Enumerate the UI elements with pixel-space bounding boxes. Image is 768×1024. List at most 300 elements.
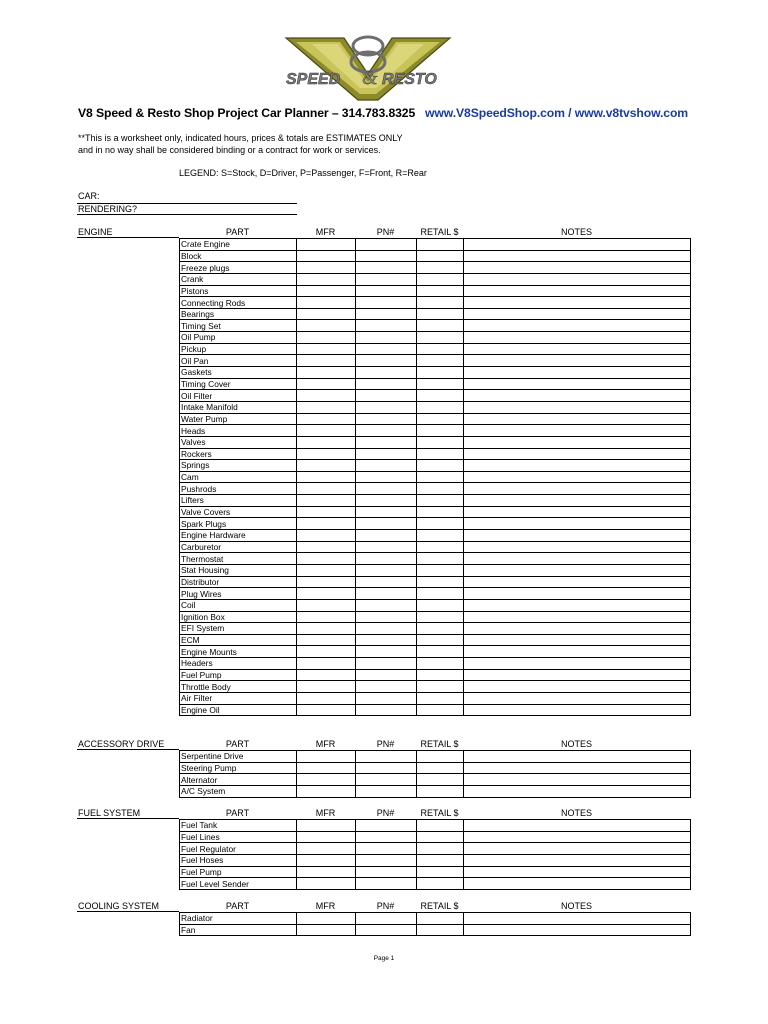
notes-cell[interactable] — [464, 285, 691, 297]
pn-cell[interactable] — [356, 623, 417, 635]
column-header-part: PART — [225, 808, 250, 818]
table-row — [180, 704, 691, 716]
notes-cell[interactable] — [464, 924, 691, 936]
retail-cell[interactable] — [417, 774, 464, 786]
mfr-cell[interactable] — [297, 250, 356, 262]
table-row — [180, 518, 691, 530]
notes-cell[interactable] — [464, 913, 691, 925]
retail-cell[interactable] — [417, 646, 464, 658]
pn-cell[interactable] — [356, 854, 417, 866]
retail-cell[interactable] — [417, 924, 464, 936]
notes-cell[interactable] — [464, 553, 691, 565]
retail-cell[interactable] — [417, 401, 464, 413]
mfr-cell[interactable] — [297, 599, 356, 611]
retail-cell[interactable] — [417, 332, 464, 344]
notes-cell[interactable] — [464, 448, 691, 460]
pn-cell[interactable] — [356, 506, 417, 518]
table-row — [180, 623, 691, 635]
retail-cell[interactable] — [417, 843, 464, 855]
notes-cell[interactable] — [464, 541, 691, 553]
notes-cell[interactable] — [464, 634, 691, 646]
table-row — [180, 924, 691, 936]
pn-cell[interactable] — [356, 878, 417, 890]
pn-cell[interactable] — [356, 831, 417, 843]
mfr-cell[interactable] — [297, 762, 356, 774]
retail-cell[interactable] — [417, 831, 464, 843]
notes-cell[interactable] — [464, 413, 691, 425]
pn-cell[interactable] — [356, 401, 417, 413]
retail-cell[interactable] — [417, 564, 464, 576]
part-cell: Oil Pump — [180, 332, 297, 344]
notes-cell[interactable] — [464, 436, 691, 448]
notes-cell[interactable] — [464, 367, 691, 379]
mfr-cell[interactable] — [297, 681, 356, 693]
retail-cell[interactable] — [417, 343, 464, 355]
retail-cell[interactable] — [417, 553, 464, 565]
retail-cell[interactable] — [417, 854, 464, 866]
retail-cell[interactable] — [417, 751, 464, 763]
mfr-cell[interactable] — [297, 658, 356, 670]
notes-cell[interactable] — [464, 774, 691, 786]
mfr-cell[interactable] — [297, 239, 356, 251]
notes-cell[interactable] — [464, 343, 691, 355]
retail-cell[interactable] — [417, 495, 464, 507]
pn-cell[interactable] — [356, 332, 417, 344]
retail-cell[interactable] — [417, 866, 464, 878]
pn-cell[interactable] — [356, 471, 417, 483]
retail-cell[interactable] — [417, 436, 464, 448]
notes-cell[interactable] — [464, 704, 691, 716]
mfr-cell[interactable] — [297, 506, 356, 518]
retail-cell[interactable] — [417, 576, 464, 588]
mfr-cell[interactable] — [297, 924, 356, 936]
part-cell: Oil Filter — [180, 390, 297, 402]
notes-cell[interactable] — [464, 599, 691, 611]
retail-cell[interactable] — [417, 239, 464, 251]
part-cell: Headers — [180, 658, 297, 670]
pn-cell[interactable] — [356, 669, 417, 681]
pn-cell[interactable] — [356, 448, 417, 460]
notes-cell[interactable] — [464, 425, 691, 437]
notes-cell[interactable] — [464, 530, 691, 542]
retail-cell[interactable] — [417, 692, 464, 704]
table-row — [180, 611, 691, 623]
part-cell: Serpentine Drive — [180, 751, 297, 763]
table-row — [180, 541, 691, 553]
mfr-cell[interactable] — [297, 390, 356, 402]
notes-cell[interactable] — [464, 751, 691, 763]
mfr-cell[interactable] — [297, 436, 356, 448]
notes-cell[interactable] — [464, 262, 691, 274]
retail-cell[interactable] — [417, 378, 464, 390]
pn-cell[interactable] — [356, 658, 417, 670]
mfr-cell[interactable] — [297, 785, 356, 797]
retail-cell[interactable] — [417, 530, 464, 542]
mfr-cell[interactable] — [297, 413, 356, 425]
retail-cell[interactable] — [417, 262, 464, 274]
notes-cell[interactable] — [464, 762, 691, 774]
column-header-retail: RETAIL $ — [420, 901, 459, 911]
retail-cell[interactable] — [417, 634, 464, 646]
retail-cell[interactable] — [417, 704, 464, 716]
notes-cell[interactable] — [464, 658, 691, 670]
retail-cell[interactable] — [417, 658, 464, 670]
part-cell: Intake Manifold — [180, 401, 297, 413]
table-row — [180, 762, 691, 774]
notes-cell[interactable] — [464, 785, 691, 797]
part-cell: Thermostat — [180, 553, 297, 565]
retail-cell[interactable] — [417, 250, 464, 262]
notes-cell[interactable] — [464, 390, 691, 402]
pn-cell[interactable] — [356, 541, 417, 553]
notes-cell[interactable] — [464, 273, 691, 285]
table-row — [180, 599, 691, 611]
part-cell: Timing Cover — [180, 378, 297, 390]
column-header-pn: PN# — [376, 901, 395, 911]
notes-cell[interactable] — [464, 460, 691, 472]
pn-cell[interactable] — [356, 704, 417, 716]
column-header-mfr: MFR — [315, 739, 336, 749]
table-row — [180, 692, 691, 704]
mfr-cell[interactable] — [297, 634, 356, 646]
mfr-cell[interactable] — [297, 913, 356, 925]
pn-cell[interactable] — [356, 495, 417, 507]
table-row — [180, 751, 691, 763]
notes-cell[interactable] — [464, 831, 691, 843]
mfr-cell[interactable] — [297, 460, 356, 472]
notes-cell[interactable] — [464, 297, 691, 309]
mfr-cell[interactable] — [297, 774, 356, 786]
part-cell: Lifters — [180, 495, 297, 507]
table-row — [180, 634, 691, 646]
table-row — [180, 854, 691, 866]
retail-cell[interactable] — [417, 623, 464, 635]
pn-cell[interactable] — [356, 599, 417, 611]
retail-cell[interactable] — [417, 425, 464, 437]
notes-cell[interactable] — [464, 401, 691, 413]
pn-cell[interactable] — [356, 367, 417, 379]
part-cell: Connecting Rods — [180, 297, 297, 309]
logo-text-resto: RESTO — [382, 71, 437, 88]
website-links[interactable]: www.V8SpeedShop.com / www.v8tvshow.com — [425, 106, 689, 120]
mfr-cell[interactable] — [297, 262, 356, 274]
mfr-cell[interactable] — [297, 367, 356, 379]
section-rule-fuel-system — [77, 818, 179, 819]
retail-cell[interactable] — [417, 390, 464, 402]
pn-cell[interactable] — [356, 518, 417, 530]
notes-cell[interactable] — [464, 308, 691, 320]
notes-cell[interactable] — [464, 669, 691, 681]
part-cell: Valve Covers — [180, 506, 297, 518]
pn-cell[interactable] — [356, 866, 417, 878]
pn-cell[interactable] — [356, 297, 417, 309]
notes-cell[interactable] — [464, 471, 691, 483]
mfr-cell[interactable] — [297, 343, 356, 355]
pn-cell[interactable] — [356, 692, 417, 704]
notes-cell[interactable] — [464, 495, 691, 507]
table-row — [180, 820, 691, 832]
table-row — [180, 332, 691, 344]
pn-cell[interactable] — [356, 390, 417, 402]
pn-cell[interactable] — [356, 646, 417, 658]
rendering-field[interactable] — [77, 214, 297, 215]
legend: LEGEND: S=Stock, D=Driver, P=Passenger, F=Front, R=Rear — [179, 168, 427, 178]
notes-cell[interactable] — [464, 378, 691, 390]
mfr-cell[interactable] — [297, 518, 356, 530]
pn-cell[interactable] — [356, 273, 417, 285]
part-cell: Block — [180, 250, 297, 262]
mfr-cell[interactable] — [297, 646, 356, 658]
mfr-cell[interactable] — [297, 541, 356, 553]
mfr-cell[interactable] — [297, 378, 356, 390]
notes-cell[interactable] — [464, 623, 691, 635]
column-header-notes: NOTES — [560, 808, 592, 818]
page-footer: Page 1 — [373, 955, 395, 962]
retail-cell[interactable] — [417, 448, 464, 460]
pn-cell[interactable] — [356, 413, 417, 425]
mfr-cell[interactable] — [297, 843, 356, 855]
part-cell: Engine Mounts — [180, 646, 297, 658]
notes-cell[interactable] — [464, 878, 691, 890]
pn-cell[interactable] — [356, 239, 417, 251]
mfr-cell[interactable] — [297, 332, 356, 344]
mfr-cell[interactable] — [297, 751, 356, 763]
mfr-cell[interactable] — [297, 831, 356, 843]
mfr-cell[interactable] — [297, 854, 356, 866]
mfr-cell[interactable] — [297, 820, 356, 832]
notes-cell[interactable] — [464, 483, 691, 495]
pn-cell[interactable] — [356, 378, 417, 390]
table-row — [180, 495, 691, 507]
mfr-cell[interactable] — [297, 611, 356, 623]
part-cell: Crate Engine — [180, 239, 297, 251]
disclaimer-line-2: and in no way shall be considered binding or a contract for work or services. — [78, 145, 381, 155]
retail-cell[interactable] — [417, 820, 464, 832]
part-cell: Cam — [180, 471, 297, 483]
part-cell: Fuel Lines — [180, 831, 297, 843]
pn-cell[interactable] — [356, 785, 417, 797]
pn-cell[interactable] — [356, 820, 417, 832]
table-row — [180, 681, 691, 693]
part-cell: Distributor — [180, 576, 297, 588]
retail-cell[interactable] — [417, 681, 464, 693]
mfr-cell[interactable] — [297, 483, 356, 495]
parts-table-fuel-system — [179, 819, 691, 890]
pn-cell[interactable] — [356, 774, 417, 786]
retail-cell[interactable] — [417, 669, 464, 681]
pn-cell[interactable] — [356, 262, 417, 274]
rendering-label: RENDERING? — [78, 204, 138, 214]
mfr-cell[interactable] — [297, 866, 356, 878]
mfr-cell[interactable] — [297, 623, 356, 635]
pn-cell[interactable] — [356, 611, 417, 623]
pn-cell[interactable] — [356, 576, 417, 588]
table-row — [180, 378, 691, 390]
part-cell: Air Filter — [180, 692, 297, 704]
notes-cell[interactable] — [464, 646, 691, 658]
table-row — [180, 297, 691, 309]
section-title-fuel-system: FUEL SYSTEM — [78, 808, 141, 818]
part-cell: Water Pump — [180, 413, 297, 425]
retail-cell[interactable] — [417, 273, 464, 285]
part-cell: Rockers — [180, 448, 297, 460]
notes-cell[interactable] — [464, 576, 691, 588]
pn-cell[interactable] — [356, 308, 417, 320]
mfr-cell[interactable] — [297, 669, 356, 681]
mfr-cell[interactable] — [297, 273, 356, 285]
pn-cell[interactable] — [356, 564, 417, 576]
part-cell: Valves — [180, 436, 297, 448]
pn-cell[interactable] — [356, 913, 417, 925]
section-title-cooling-system: COOLING SYSTEM — [78, 901, 160, 911]
part-cell: Gaskets — [180, 367, 297, 379]
retail-cell[interactable] — [417, 588, 464, 600]
table-row — [180, 866, 691, 878]
pn-cell[interactable] — [356, 483, 417, 495]
retail-cell[interactable] — [417, 471, 464, 483]
mfr-cell[interactable] — [297, 425, 356, 437]
retail-cell[interactable] — [417, 611, 464, 623]
part-cell: Bearings — [180, 308, 297, 320]
pn-cell[interactable] — [356, 425, 417, 437]
pn-cell[interactable] — [356, 762, 417, 774]
mfr-cell[interactable] — [297, 308, 356, 320]
notes-cell[interactable] — [464, 611, 691, 623]
retail-cell[interactable] — [417, 913, 464, 925]
column-header-pn: PN# — [376, 808, 395, 818]
retail-cell[interactable] — [417, 483, 464, 495]
notes-cell[interactable] — [464, 854, 691, 866]
page-title — [78, 106, 688, 120]
pn-cell[interactable] — [356, 320, 417, 332]
mfr-cell[interactable] — [297, 553, 356, 565]
part-cell: Plug Wires — [180, 588, 297, 600]
table-row — [180, 843, 691, 855]
notes-cell[interactable] — [464, 681, 691, 693]
retail-cell[interactable] — [417, 413, 464, 425]
mfr-cell[interactable] — [297, 530, 356, 542]
mfr-cell[interactable] — [297, 588, 356, 600]
column-header-notes: NOTES — [560, 739, 592, 749]
notes-cell[interactable] — [464, 250, 691, 262]
retail-cell[interactable] — [417, 308, 464, 320]
column-header-part: PART — [225, 739, 250, 749]
part-cell: ECM — [180, 634, 297, 646]
retail-cell[interactable] — [417, 518, 464, 530]
retail-cell[interactable] — [417, 297, 464, 309]
table-row — [180, 530, 691, 542]
notes-cell[interactable] — [464, 332, 691, 344]
retail-cell[interactable] — [417, 785, 464, 797]
pn-cell[interactable] — [356, 250, 417, 262]
retail-cell[interactable] — [417, 285, 464, 297]
notes-cell[interactable] — [464, 588, 691, 600]
table-row — [180, 588, 691, 600]
pn-cell[interactable] — [356, 343, 417, 355]
mfr-cell[interactable] — [297, 692, 356, 704]
part-cell: Stat Housing — [180, 564, 297, 576]
pn-cell[interactable] — [356, 634, 417, 646]
part-cell: Oil Pan — [180, 355, 297, 367]
pn-cell[interactable] — [356, 530, 417, 542]
retail-cell[interactable] — [417, 355, 464, 367]
mfr-cell[interactable] — [297, 355, 356, 367]
notes-cell[interactable] — [464, 518, 691, 530]
table-row — [180, 564, 691, 576]
pn-cell[interactable] — [356, 355, 417, 367]
part-cell: Crank — [180, 273, 297, 285]
part-cell: Fuel Pump — [180, 669, 297, 681]
mfr-cell[interactable] — [297, 297, 356, 309]
notes-cell[interactable] — [464, 564, 691, 576]
part-cell: Freeze plugs — [180, 262, 297, 274]
retail-cell[interactable] — [417, 506, 464, 518]
mfr-cell[interactable] — [297, 285, 356, 297]
mfr-cell[interactable] — [297, 448, 356, 460]
table-row — [180, 576, 691, 588]
pn-cell[interactable] — [356, 751, 417, 763]
part-cell: Throttle Body — [180, 681, 297, 693]
notes-cell[interactable] — [464, 692, 691, 704]
table-row — [180, 390, 691, 402]
pn-cell[interactable] — [356, 843, 417, 855]
table-row — [180, 308, 691, 320]
pn-cell[interactable] — [356, 924, 417, 936]
part-cell: Spark Plugs — [180, 518, 297, 530]
notes-cell[interactable] — [464, 239, 691, 251]
table-row — [180, 285, 691, 297]
retail-cell[interactable] — [417, 320, 464, 332]
mfr-cell[interactable] — [297, 320, 356, 332]
logo-ampersand: & — [362, 67, 378, 89]
retail-cell[interactable] — [417, 460, 464, 472]
pn-cell[interactable] — [356, 460, 417, 472]
mfr-cell[interactable] — [297, 704, 356, 716]
mfr-cell[interactable] — [297, 564, 356, 576]
retail-cell[interactable] — [417, 762, 464, 774]
pn-cell[interactable] — [356, 681, 417, 693]
notes-cell[interactable] — [464, 820, 691, 832]
table-row — [180, 774, 691, 786]
section-rule-engine — [77, 237, 179, 238]
mfr-cell[interactable] — [297, 401, 356, 413]
retail-cell[interactable] — [417, 541, 464, 553]
notes-cell[interactable] — [464, 355, 691, 367]
pn-cell[interactable] — [356, 436, 417, 448]
car-label: CAR: — [78, 191, 100, 201]
notes-cell[interactable] — [464, 506, 691, 518]
pn-cell[interactable] — [356, 553, 417, 565]
mfr-cell[interactable] — [297, 471, 356, 483]
table-row — [180, 413, 691, 425]
mfr-cell[interactable] — [297, 878, 356, 890]
mfr-cell[interactable] — [297, 576, 356, 588]
table-row — [180, 262, 691, 274]
retail-cell[interactable] — [417, 878, 464, 890]
mfr-cell[interactable] — [297, 495, 356, 507]
retail-cell[interactable] — [417, 367, 464, 379]
table-row — [180, 425, 691, 437]
notes-cell[interactable] — [464, 320, 691, 332]
table-row — [180, 471, 691, 483]
part-cell: EFI System — [180, 623, 297, 635]
pn-cell[interactable] — [356, 588, 417, 600]
table-row — [180, 785, 691, 797]
notes-cell[interactable] — [464, 866, 691, 878]
retail-cell[interactable] — [417, 599, 464, 611]
pn-cell[interactable] — [356, 285, 417, 297]
notes-cell[interactable] — [464, 843, 691, 855]
